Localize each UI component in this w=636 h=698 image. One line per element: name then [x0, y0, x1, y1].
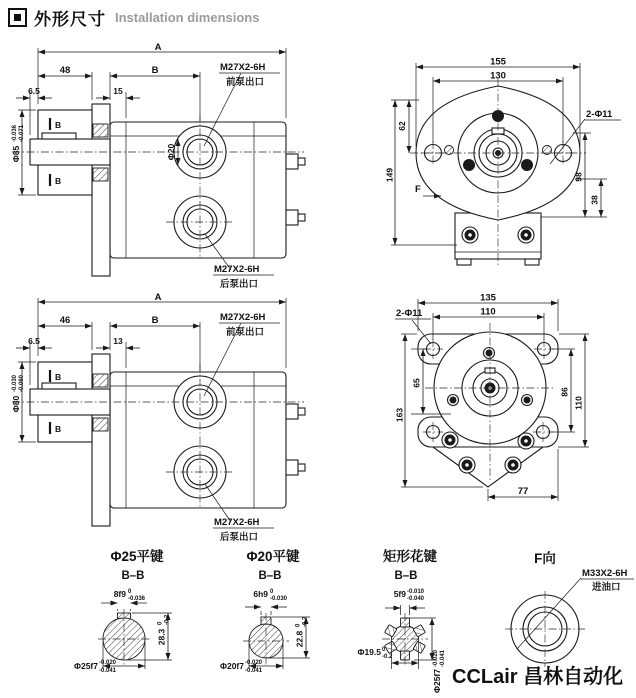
key20-width-tol-up: 0 — [270, 589, 274, 595]
key-section-25 — [74, 548, 172, 674]
shaft-seal-hatch — [93, 418, 108, 431]
pilot-dia-label: Φ80 — [11, 395, 21, 413]
shaft-seal-hatch — [93, 124, 108, 137]
key25-dia-label: Φ25f7 — [74, 661, 98, 671]
dim-149-label: 149 — [385, 167, 395, 183]
dim-38-label: 38 — [589, 195, 600, 205]
dim-62-label: 62 — [397, 121, 407, 131]
front-port-thread-label: M27X2-6H — [220, 62, 266, 73]
key25-height-tol-up: 0 — [157, 621, 164, 625]
inlet-thread-label: M33X2-6H — [582, 568, 628, 579]
spline-width-tol-up: -0.010 — [407, 589, 425, 595]
key25-section-label: B–B — [121, 570, 145, 582]
bottom-vee-section — [433, 447, 543, 487]
side-view-top-drawing — [8, 42, 308, 292]
dim-B-label: B — [151, 315, 159, 326]
key20-dia-label: Φ20f7 — [220, 661, 244, 671]
key25-dia-tol-lo: -0.041 — [99, 668, 117, 674]
view-f-label: F — [415, 184, 421, 195]
key25-dia-tol-up: -0.020 — [99, 660, 117, 666]
spline-title: 矩形花键 — [383, 549, 437, 564]
rear-port-name-label: 后泵出口 — [220, 279, 259, 290]
dim-13-label: 13 — [113, 336, 123, 346]
brand-logo: CCLair 昌林自动化 — [452, 666, 624, 688]
dim-110-right-label: 110 — [573, 396, 584, 410]
front-view-bottom-drawing — [395, 293, 636, 530]
side-view-bottom-drawing — [8, 292, 308, 545]
pilot-tol-upper: -0.036 — [12, 124, 18, 142]
pilot-tol-upper: -0.030 — [12, 374, 18, 392]
dim-46-label: 46 — [59, 315, 71, 326]
dim-A-label: A — [154, 42, 162, 53]
dim-phi20-label: Φ20 — [166, 143, 176, 161]
dim-15-label: 15 — [113, 86, 123, 96]
spline-minor-tol-lo: -0.2 — [382, 654, 393, 660]
spline-minor-tol-up: 0 — [382, 647, 386, 653]
key25-height-label: 28.3 — [156, 628, 167, 646]
dimension-B — [110, 315, 200, 372]
page-subtitle: Installation dimensions — [115, 10, 260, 25]
rear-port-thread-label: M27X2-6H — [214, 517, 260, 528]
dimension-48 — [38, 65, 92, 100]
spline-major-dia-label: Φ25f7 — [432, 669, 442, 693]
section-b-label: B — [55, 176, 62, 186]
section-b-label: B — [55, 424, 62, 434]
key25-width-tol-lo: -0.036 — [128, 596, 146, 602]
dim-135-label: 135 — [480, 293, 496, 304]
holes-label: 2-Φ11 — [396, 308, 423, 319]
spline-section-label: B–B — [394, 570, 418, 582]
f-view-title: F向 — [534, 551, 556, 566]
key20-dia-tol-lo: -0.041 — [245, 668, 263, 674]
dimension-86 — [551, 349, 575, 432]
spline-width-tol-lo: -0.040 — [407, 596, 425, 602]
key20-width-label: 6h9 — [253, 589, 268, 599]
dim-A-label: A — [154, 292, 162, 303]
section-b-label: B — [55, 372, 62, 382]
key20-dia-tol-up: -0.020 — [245, 660, 263, 666]
pilot-tol-lower: -0.060 — [19, 374, 25, 392]
spline-section — [357, 548, 446, 693]
page-header — [8, 5, 259, 30]
section-marker-icon — [8, 8, 27, 27]
dim-B-label: B — [151, 65, 159, 76]
key25-height-tol-lo: -0.2 — [164, 614, 171, 625]
key-section-20 — [220, 548, 310, 674]
dim-98-label: 98 — [573, 172, 584, 182]
key25-title: Φ25平键 — [110, 549, 164, 564]
key25-width-tol-up: 0 — [128, 589, 132, 595]
section-b-label: B — [55, 120, 62, 130]
pilot-dia-label: Φ85 — [11, 145, 21, 163]
key25-width-label: 8f9 — [113, 589, 126, 599]
spline-major-tol-lo: -0.041 — [440, 649, 446, 667]
dimension-38 — [575, 179, 607, 217]
dim-6-5-label: 6.5 — [28, 86, 40, 96]
key20-width-tol-lo: -0.030 — [270, 596, 288, 602]
front-port-thread-label: M27X2-6H — [220, 312, 266, 323]
front-port-name-label: 前泵出口 — [226, 327, 265, 338]
key20-height-tol-lo: -0.2 — [302, 616, 309, 627]
front-port-name-label: 前泵出口 — [226, 77, 265, 88]
spline-major-tol-up: -0.020 — [433, 649, 439, 667]
rear-port-name-label: 后泵出口 — [220, 532, 259, 543]
dim-6-5-label: 6.5 — [28, 336, 40, 346]
key20-height-label: 22.8 — [294, 630, 305, 648]
holes-label: 2-Φ11 — [586, 109, 613, 120]
dim-130-label: 130 — [490, 70, 506, 82]
dimension-46 — [38, 315, 92, 350]
pilot-tol-lower: -0.071 — [19, 124, 25, 142]
dim-86-label: 86 — [559, 387, 570, 397]
dim-77-label: 77 — [517, 486, 529, 497]
dim-110-label: 110 — [480, 306, 496, 318]
dim-65-label: 65 — [411, 378, 422, 388]
key20-height-tol-up: 0 — [295, 623, 302, 627]
dim-155-label: 155 — [490, 56, 506, 68]
spline-minor-dia-label: Φ19.5 — [357, 647, 381, 657]
dimension-B — [110, 65, 200, 122]
front-view-top-drawing — [385, 55, 636, 270]
inlet-port-label: 进油口 — [592, 582, 621, 593]
dim-48-label: 48 — [59, 65, 71, 76]
shaft-seal-hatch — [93, 168, 108, 181]
key20-section-label: B–B — [258, 570, 282, 582]
f-view-section — [505, 550, 634, 667]
rear-port-thread-label: M27X2-6H — [214, 264, 260, 275]
dim-163-label: 163 — [395, 407, 405, 423]
page-title: 外形尺寸 — [34, 10, 106, 29]
key20-title: Φ20平键 — [246, 549, 300, 564]
spline-width-label: 5f9 — [393, 589, 406, 599]
shaft-seal-hatch — [93, 374, 108, 387]
